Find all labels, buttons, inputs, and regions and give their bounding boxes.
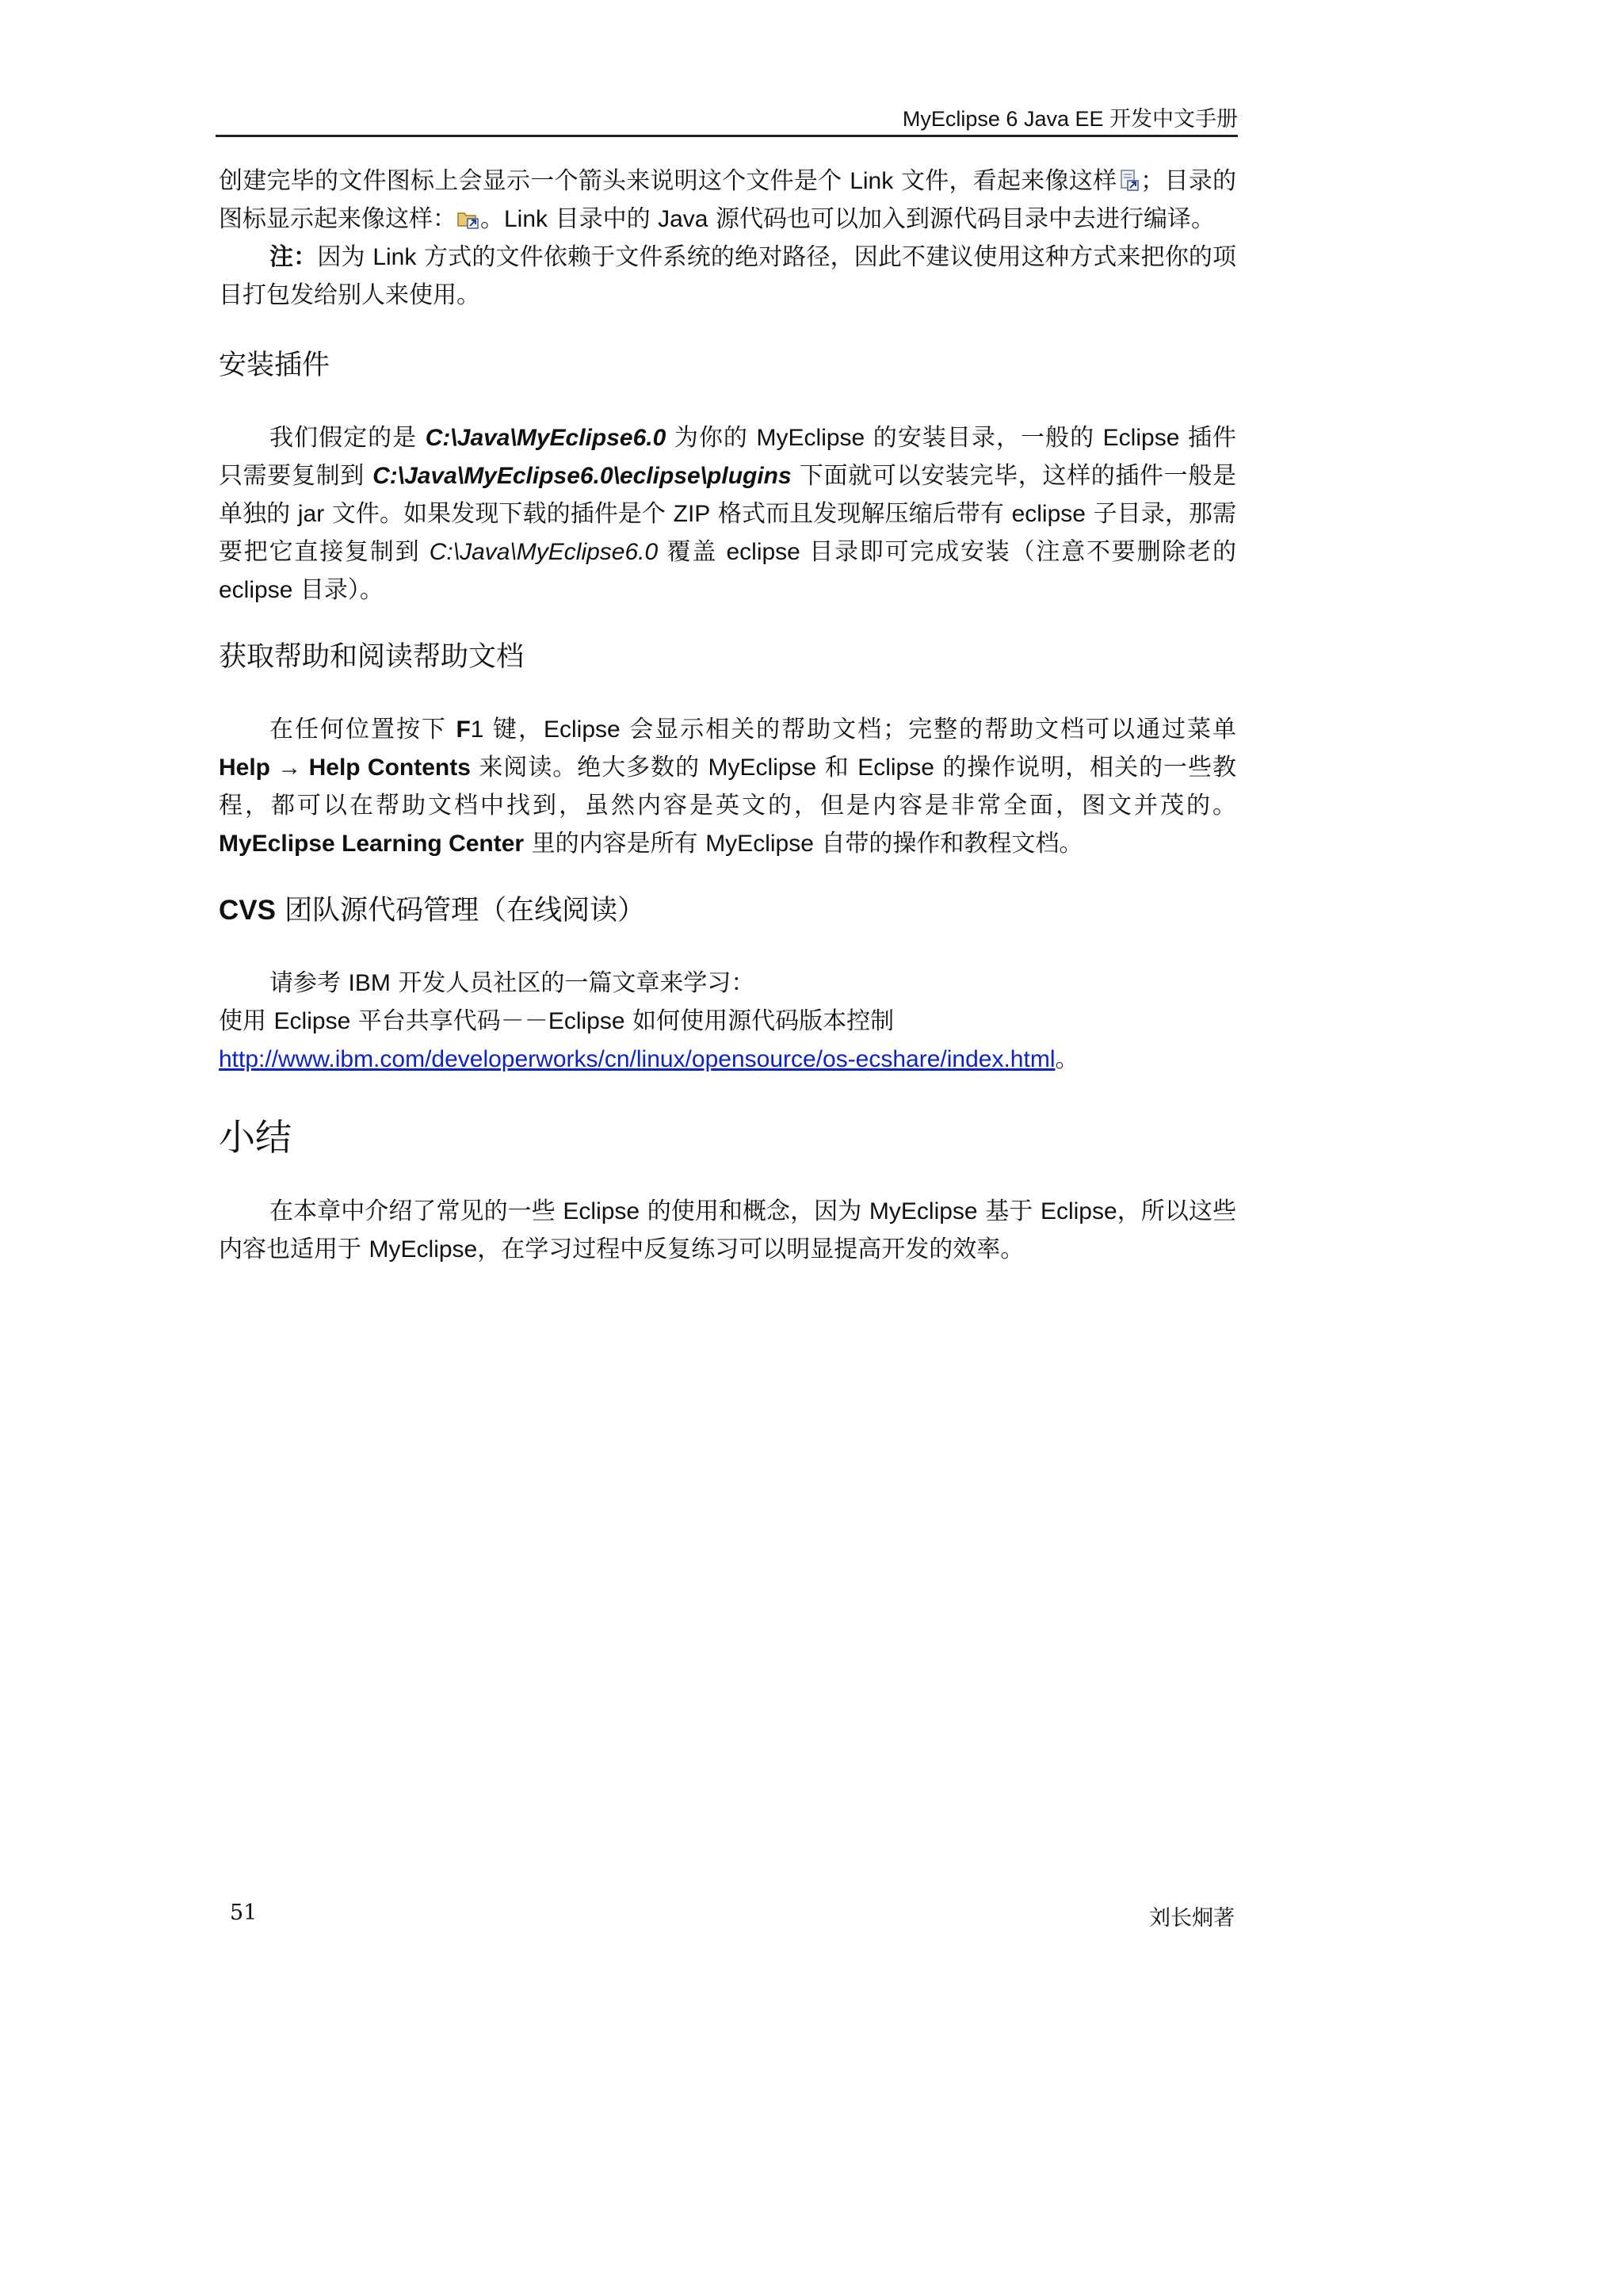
linked-folder-icon bbox=[456, 204, 480, 228]
ibm-article-link[interactable]: http://www.ibm.com/developerworks/cn/linux/opensource/os-ecshare/index.html bbox=[219, 1046, 1056, 1072]
summary-heading: 小结 bbox=[219, 1116, 292, 1159]
summary-paragraph: 在本章中介绍了常见的一些 Eclipse 的使用和概念，因为 MyEclipse 基于 Eclipse，所以这些内容也适用于 MyEclipse，在学习过程中反复练习可以明显提高开发的效率。 bbox=[219, 1198, 1236, 1263]
cvs-article-title: 使用 Eclipse 平台共享代码－－Eclipse 如何使用源代码版本控制 bbox=[219, 1007, 895, 1035]
cvs-heading: CVS 团队源代码管理（在线阅读） bbox=[219, 895, 646, 926]
header-title: MyEclipse 6 Java EE 开发中文手册 bbox=[902, 107, 1238, 131]
cvs-paragraph: 请参考 IBM 开发人员社区的一篇文章来学习： bbox=[269, 969, 755, 997]
page-content bbox=[219, 162, 1236, 1269]
install-paragraph: 我们假定的是 C:\Java\MyEclipse6.0 为你的 MyEclipse 的安装目录，一般的 Eclipse 插件只需要复制到 C:\Java\MyEclipse6.0\eclipse\plugins 下面就可以安装完毕，这样的插件一般是单独的 jar 文件。如果发现下载的插件是个 ZIP 格式而且发现解压缩后带有 eclipse 子目录，那需要把它直接复制到 C:\Java\MyEclipse6.0 覆盖 eclipse 目录即可完成安装（注意不要删除老的 eclipse 目录）。 bbox=[219, 424, 1236, 604]
author-name: 刘长炯著 bbox=[1149, 1906, 1235, 1931]
page-header bbox=[216, 98, 1238, 137]
page-number: 51 bbox=[230, 1901, 258, 1925]
help-paragraph: 在任何位置按下 F1 键，Eclipse 会显示相关的帮助文档；完整的帮助文档可以通过菜单 Help → Help Contents 来阅读。绝大多数的 MyEclipse 和 Eclipse 的操作说明，相关的一些教程，都可以在帮助文档中找到，虽然内容是英文的，但是内容是非常全面，图文并茂的。MyEclipse Learning Center 里的内容是所有 MyEclipse 自带的操作和教程文档。 bbox=[219, 716, 1236, 858]
install-heading: 安装插件 bbox=[219, 350, 330, 381]
note-paragraph: 注：因为 Link 方式的文件依赖于文件系统的绝对路径，因此不建议使用这种方式来把你的项目打包发给别人来使用。 bbox=[219, 243, 1237, 309]
intro-paragraph: 创建完毕的文件图标上会显示一个箭头来说明这个文件是个 Link 文件，看起来像这样 ；目录的图标显示起来像这样： 。Link 目录中的 Java 源代码也可以加入到源代码目录中去进行编译。 bbox=[219, 167, 1237, 233]
linked-file-icon bbox=[1117, 166, 1140, 190]
help-heading: 获取帮助和阅读帮助文档 bbox=[219, 641, 525, 673]
cvs-url-line: http://www.ibm.com/developerworks/cn/linux/opensource/os-ecshare/index.html。 bbox=[219, 1045, 1079, 1073]
